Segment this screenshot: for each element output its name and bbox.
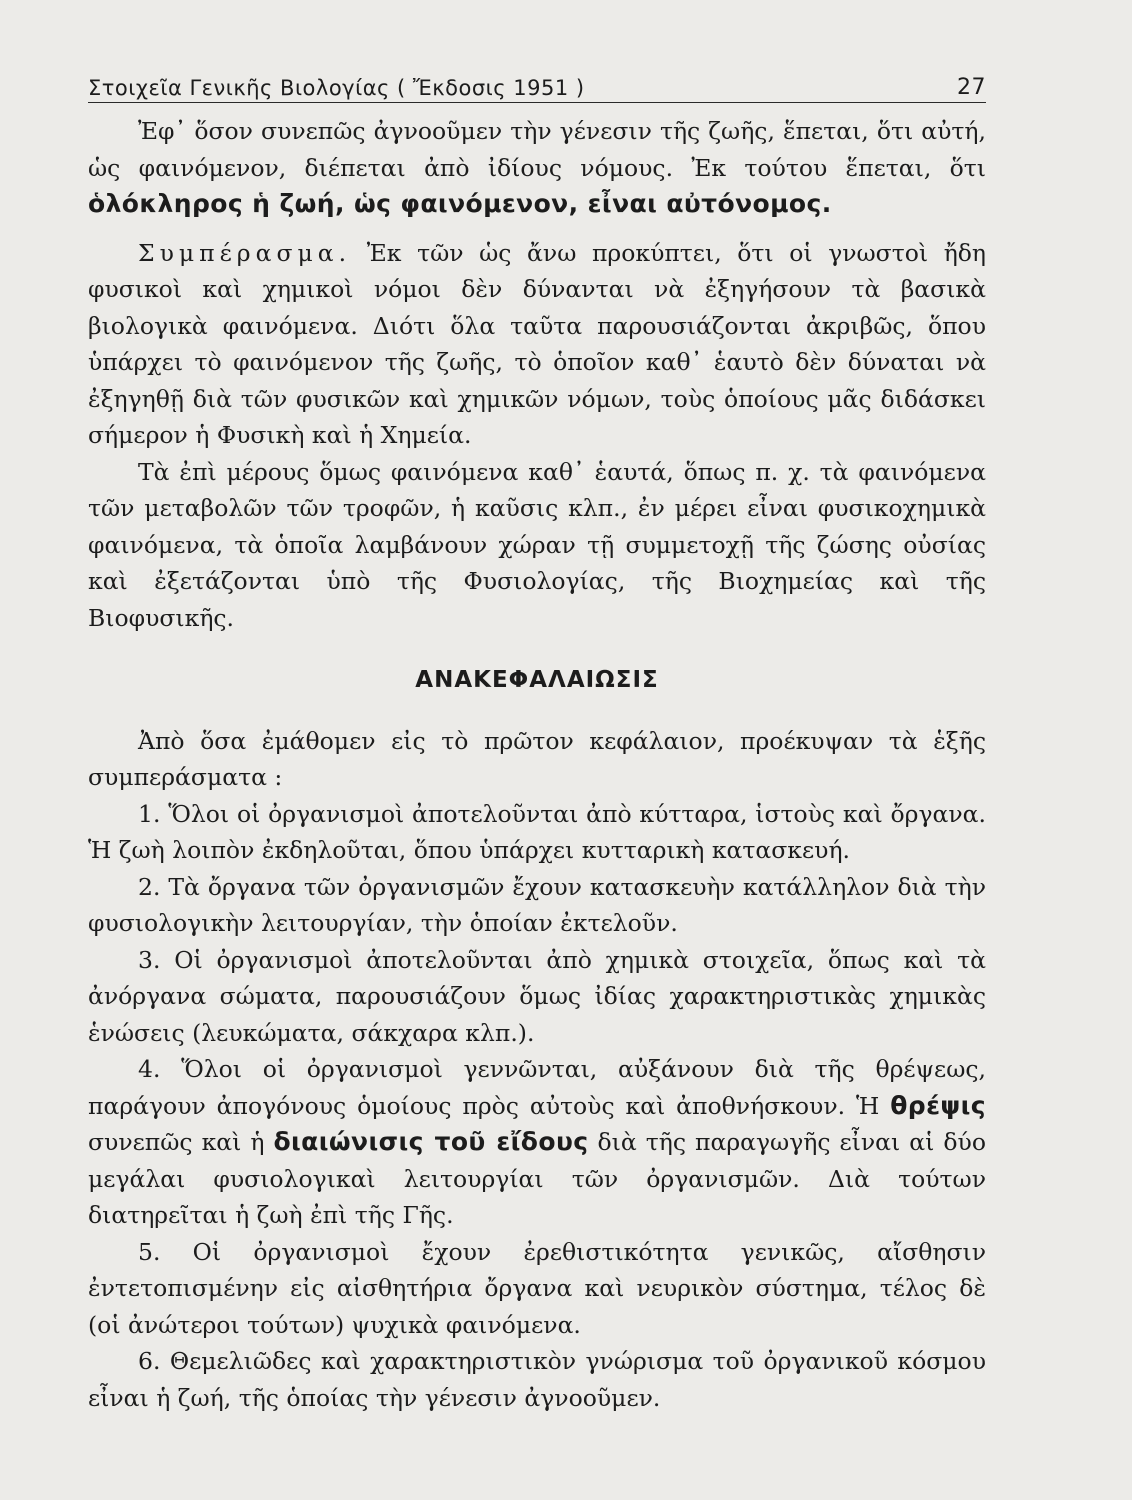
page-number: 27	[957, 75, 986, 100]
paragraph-text: Ἐκ τῶν ὡς ἄνω προκύπτει, ὅτι οἱ γνωστοὶ ἤδη φυσικοὶ καὶ χημικοὶ νόμοι δὲν δύνανται νὰ ἐξηγήσουν τὰ βασικὰ βιολογικὰ φαινόμενα. Διότι ὅλα ταῦτα παρουσιάζονται ἀκριβῶς, ὅπου ὑπάρχει τὸ φαινόμενον τῆς ζωῆς, τὸ ὁποῖον καθ᾽ ἑαυτὸ δὲν δύναται νὰ ἐξηγηθῇ διὰ τῶν φυσικῶν καὶ χημικῶν νόμων, τοὺς ὁποίους μᾶς διδάσκει σήμερον ἡ Φυσικὴ καὶ ἡ Χημεία.	[88, 238, 986, 449]
summary-intro: Ἀπὸ ὅσα ἐμάθομεν εἰς τὸ πρῶτον κεφάλαιον, προέκυψαν τὰ ἑξῆς συμπεράσματα :	[88, 726, 986, 791]
summary-item-6: 6. Θεμελιῶδες καὶ χαρακτηριστικὸν γνώρισμα τοῦ ὀργανικοῦ κόσμου εἶναι ἡ ζωή, τῆς ὁποίας τὴν γένεσιν ἀγνοοῦμεν.	[88, 1347, 986, 1412]
summary-item-5: 5. Οἱ ὀργανισμοὶ ἔχουν ἐρεθιστικότητα γενικῶς, αἴσθησιν ἐντετοπισμένην εἰς αἰσθητήρια ὄργανα καὶ νευρικὸν σύστημα, τέλος δὲ (οἱ ἀνώτεροι τούτων) ψυχικὰ φαινόμενα.	[88, 1237, 986, 1339]
item-text: διὰ τῆς παραγωγῆς εἶναι αἱ δύο μεγάλαι φυσιολογικαὶ λειτουργίαι τῶν ὀργανισμῶν. Διὰ τούτων διατηρεῖται ἡ ζωὴ ἐπὶ τῆς Γῆς.	[88, 1128, 986, 1229]
bold-term-nutrition: θρέψις	[890, 1090, 986, 1120]
paragraph-text: Ἐφ᾽ ὅσον συνεπῶς ἀγνοοῦμεν τὴν γένεσιν τῆς ζωῆς, ἕπεται, ὅτι αὐτή, ὡς φαινόμενον, διέπεται ἀπὸ ἰδίους νόμους. Ἐκ τούτου ἕπεται, ὅτι	[88, 117, 986, 182]
item-text: 4. Ὅλοι οἱ ὀργανισμοὶ γεννῶνται, αὐξάνουν διὰ τῆς θρέψεως, παράγουν ἀπογόνους ὁμοίους πρὸς αὐτοὺς καὶ ἀποθνήσκουν. Ἡ	[88, 1055, 986, 1120]
spaced-term: Συμπέρασμα.	[138, 238, 352, 267]
summary-item-1: 1. Ὅλοι οἱ ὀργανισμοὶ ἀποτελοῦνται ἀπὸ κύτταρα, ἱστοὺς καὶ ὄργανα. Ἡ ζωὴ λοιπὸν ἐκδηλοῦται, ὅπου ὑπάρχει κυτταρικὴ κατασκευή.	[88, 799, 986, 864]
paragraph-autonomy	[88, 113, 986, 223]
book-page	[88, 70, 986, 1416]
item-text: συνεπῶς καὶ ἡ	[88, 1128, 274, 1156]
bold-term-perpetuation: διαιώνισις τοῦ εἴδους	[273, 1127, 589, 1156]
paragraph-conclusion	[88, 235, 986, 454]
section-heading: ΑΝΑΚΕΦΑΛΑΙΩΣΙΣ	[415, 667, 659, 693]
running-title: Στοιχεῖα Γενικῆς Βιολογίας ( Ἔκδοσις 1951 )	[88, 76, 585, 100]
running-header	[88, 70, 986, 103]
summary-item-2: 2. Τὰ ὄργανα τῶν ὀργανισμῶν ἔχουν κατασκευὴν κατάλληλον διὰ τὴν φυσιολογικὴν λειτουργίαν, τὴν ὁποίαν ἐκτελοῦν.	[88, 872, 986, 937]
summary-item-3: 3. Οἱ ὀργανισμοὶ ἀποτελοῦνται ἀπὸ χημικὰ στοιχεῖα, ὅπως καὶ τὰ ἀνόργανα σώματα, παρουσιάζουν ὅμως ἰδίας χαρακτηριστικὰς χημικὰς ἑνώσεις (λευκώματα, σάκχαρα κλπ.).	[88, 945, 986, 1047]
paragraph-phenomena: Τὰ ἐπὶ μέρους ὅμως φαινόμενα καθ᾽ ἑαυτά, ὅπως π. χ. τὰ φαινόμενα τῶν μεταβολῶν τῶν τροφῶν, ἡ καῦσις κλπ., ἐν μέρει εἶναι φυσικοχημικὰ φαινόμενα, τὰ ὁποῖα λαμβάνουν χώραν τῇ συμμετοχῇ τῆς ζώσης οὐσίας καὶ ἐξετάζονται ὑπὸ τῆς Φυσιολογίας, τῆς Βιοχημείας καὶ τῆς Βιοφυσικῆς.	[88, 457, 986, 632]
summary-item-4	[88, 1051, 986, 1234]
bold-statement: ὁλόκληρος ἡ ζωή, ὡς φαινόμενον, εἶναι αὐτόνομος.	[88, 189, 832, 218]
body-text	[88, 113, 986, 1416]
